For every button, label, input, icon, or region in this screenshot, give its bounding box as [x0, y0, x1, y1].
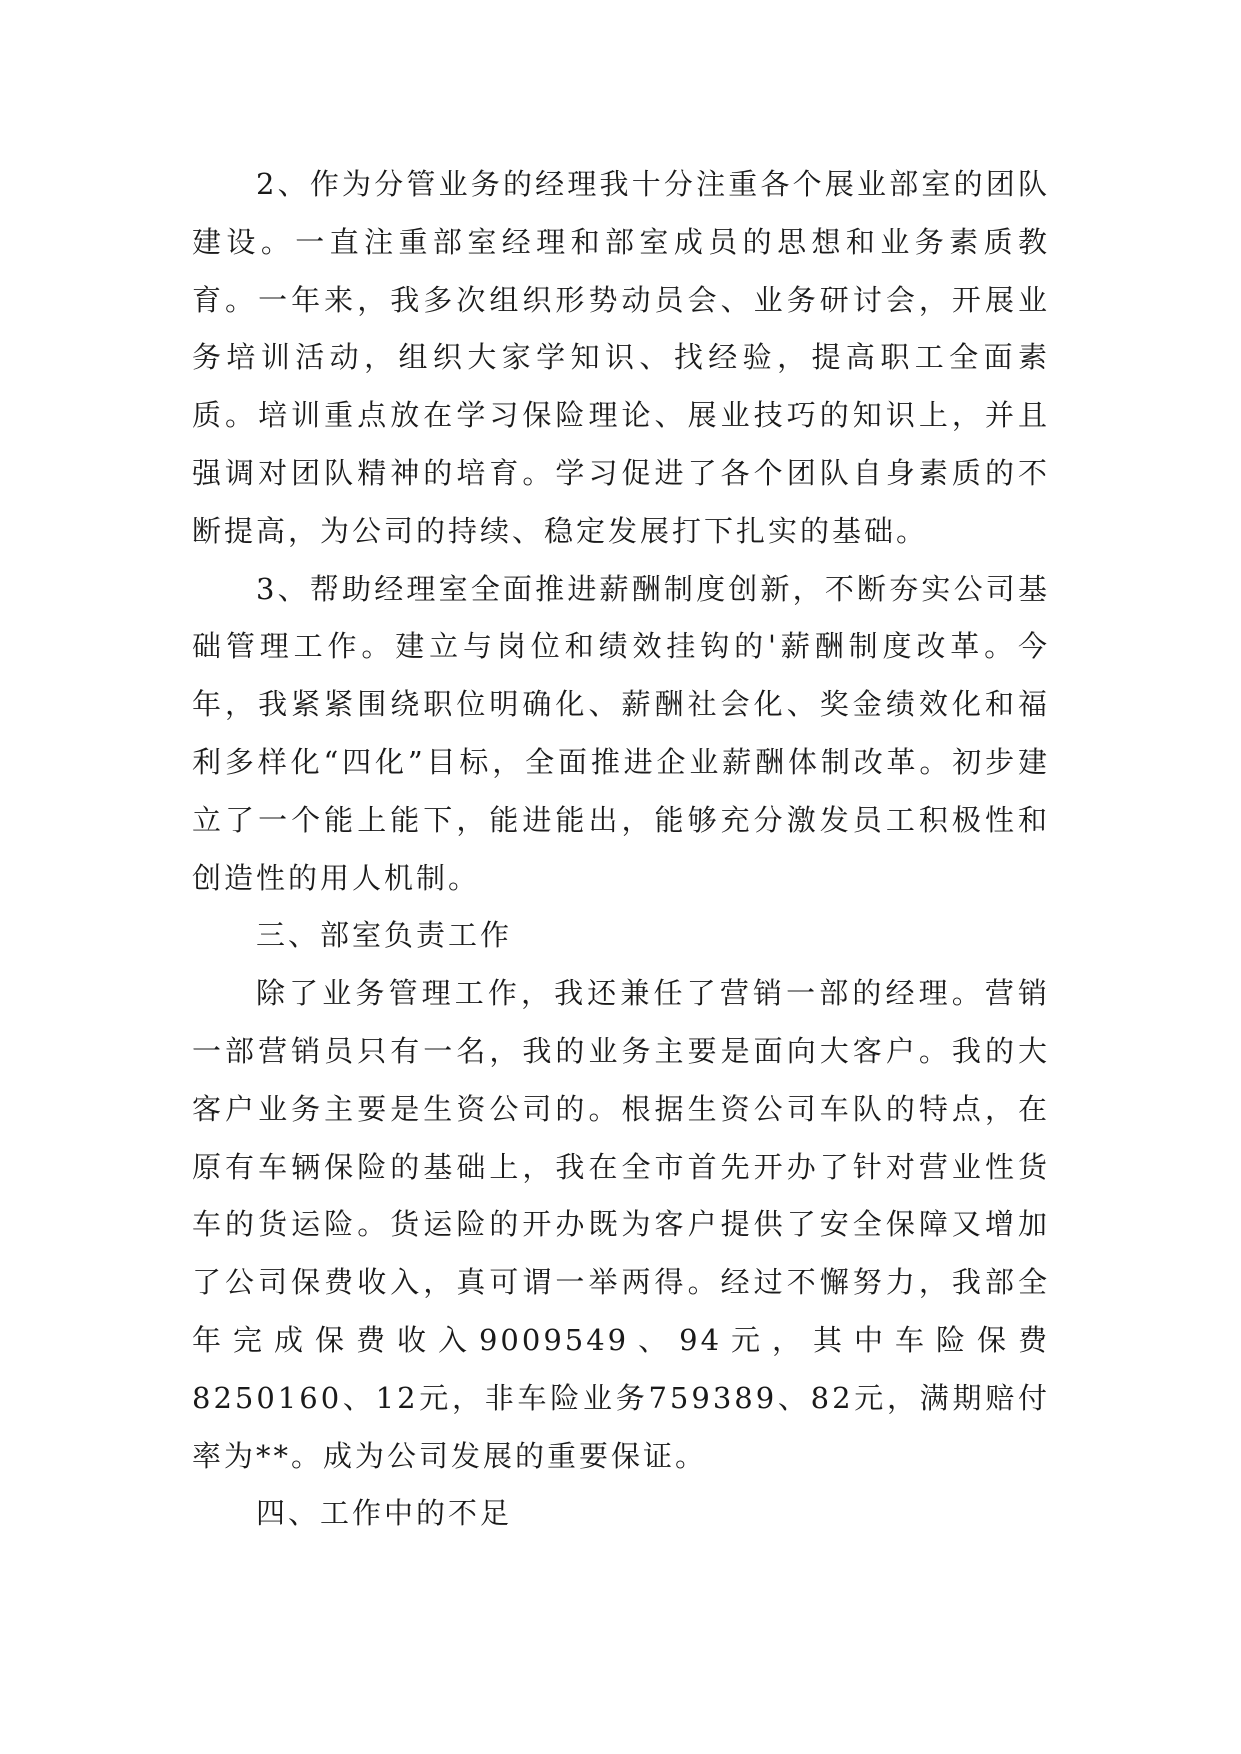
section-heading-shortcomings: 四、工作中的不足 [256, 1496, 513, 1531]
paragraph-salary-reform: 3、帮助经理室全面推进薪酬制度创新，不断夯实公司基础管理工作。建立与岗位和绩效挂钩的'薪酬制度改革。今年，我紧紧围绕职位明确化、薪酬社会化、奖金绩效化和福利多样化“四化”目标，全面推进企业薪酬体制改革。初步建立了一个能上能下，能进能出，能够充分激发员工积极性和创造性的用人机制。 [192, 571, 1050, 895]
document-body [192, 156, 1050, 1543]
paragraph-department-work: 除了业务管理工作，我还兼任了营销一部的经理。营销一部营销员只有一名，我的业务主要是面向大客户。我的大客户业务主要是生资公司的。根据生资公司车队的特点，在原有车辆保险的基础上，我在全市首先开办了针对营业性货车的货运险。货运险的开办既为客户提供了安全保障又增加了公司保费收入，真可谓一举两得。经过不懈努力，我部全年完成保费收入9009549、94元，其中车险保费8250160、12元，非车险业务759389、82元，满期赔付率为**。成为公司发展的重要保证。 [192, 976, 1050, 1473]
paragraph-team-building: 2、作为分管业务的经理我十分注重各个展业部室的团队建设。一直注重部室经理和部室成员的思想和业务素质教育。一年来，我多次组织形势动员会、业务研讨会，开展业务培训活动，组织大家学知识、找经验，提高职工全面素质。培训重点放在学习保险理论、展业技巧的知识上，并且强调对团队精神的培育。学习促进了各个团队自身素质的不断提高，为公司的持续、稳定发展打下扎实的基础。 [192, 167, 1050, 548]
section-heading-department-work: 三、部室负责工作 [256, 918, 513, 953]
